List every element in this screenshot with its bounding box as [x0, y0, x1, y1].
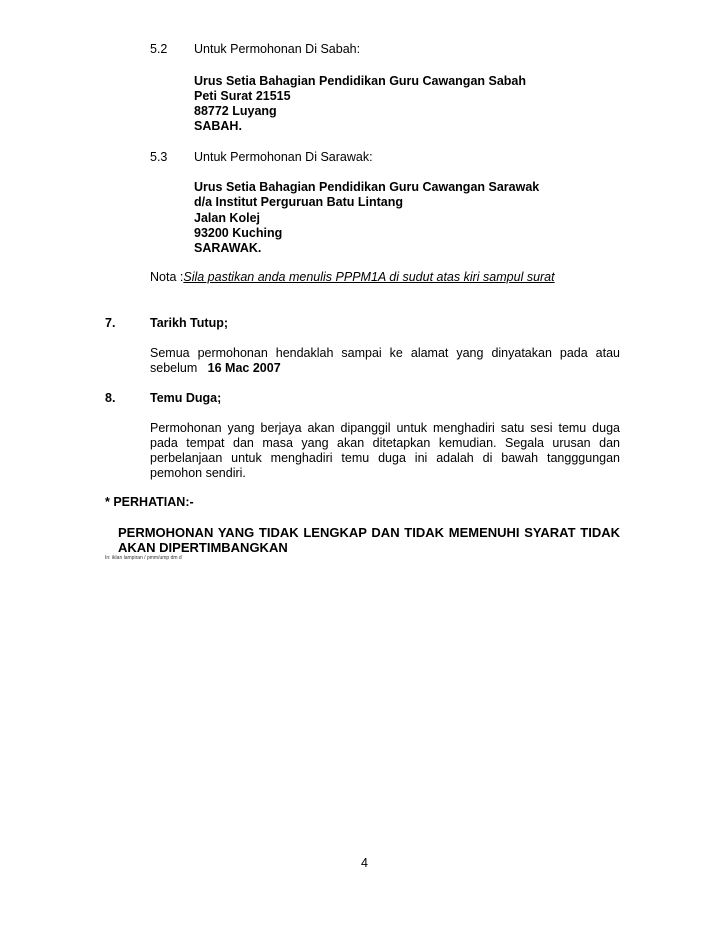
section-7-title: Tarikh Tutup; [150, 316, 228, 330]
perhatian-title: * PERHATIAN:- [105, 495, 194, 509]
sabah-address-line: Urus Setia Bahagian Pendidikan Guru Cawangan Sabah [194, 74, 527, 88]
section-8-title: Temu Duga; [150, 391, 222, 405]
section-5-2-title: Untuk Permohonan Di Sabah: [194, 42, 361, 56]
nota-text: Sila pastikan anda menulis PPPM1A di sudut atas kiri sampul surat [183, 270, 555, 284]
section-8-paragraph-line: pada tempat dan masa yang akan ditetapkan kemudian. Segala urusan dan [150, 436, 620, 450]
sarawak-address-line: d/a Institut Perguruan Batu Lintang [194, 195, 404, 209]
perhatian-warning-line: PERMOHONAN YANG TIDAK LENGKAP DAN TIDAK MEMENUHI SYARAT TIDAK [118, 525, 620, 540]
sabah-address-line: Peti Surat 21515 [194, 89, 291, 103]
nota-label: Nota : [150, 270, 184, 284]
closing-date: 16 Mac 2007 [207, 361, 281, 375]
section-8-paragraph-line: Permohonan yang berjaya akan dipanggil untuk menghadiri satu sesi temu duga [150, 421, 620, 435]
section-5-3-title: Untuk Permohonan Di Sarawak: [194, 150, 373, 164]
section-5-2-number: 5.2 [150, 42, 168, 56]
section-7-number: 7. [105, 316, 116, 330]
section-5-3-number: 5.3 [150, 150, 168, 164]
sarawak-address-line: Jalan Kolej [194, 211, 260, 225]
sabah-address-line: 88772 Luyang [194, 104, 277, 118]
nota-line [150, 270, 555, 285]
sarawak-address-line: 93200 Kuching [194, 226, 283, 240]
perhatian-warning-line: AKAN DIPERTIMBANGKAN [118, 540, 288, 555]
sabah-address-line: SABAH. [194, 119, 242, 133]
closing-date-prefix: sebelum [150, 361, 198, 375]
page-number: 4 [361, 856, 368, 870]
section-7-paragraph-line: Semua permohonan hendaklah sampai ke alamat yang dinyatakan pada atau [150, 346, 620, 360]
sarawak-address-line: SARAWAK. [194, 241, 262, 255]
sarawak-address-line: Urus Setia Bahagian Pendidikan Guru Cawangan Sarawak [194, 180, 540, 194]
section-8-number: 8. [105, 391, 116, 405]
section-8-paragraph-line: perbelanjaan untuk menghadiri temu duga ini adalah di bawah tangggungan [150, 451, 620, 465]
section-7-closing-date-line [150, 361, 281, 376]
section-8-paragraph-line: pemohon sendiri. [150, 466, 246, 480]
file-path-footnote: In: iklan lampiran / pmm/ump dm d [105, 555, 182, 561]
